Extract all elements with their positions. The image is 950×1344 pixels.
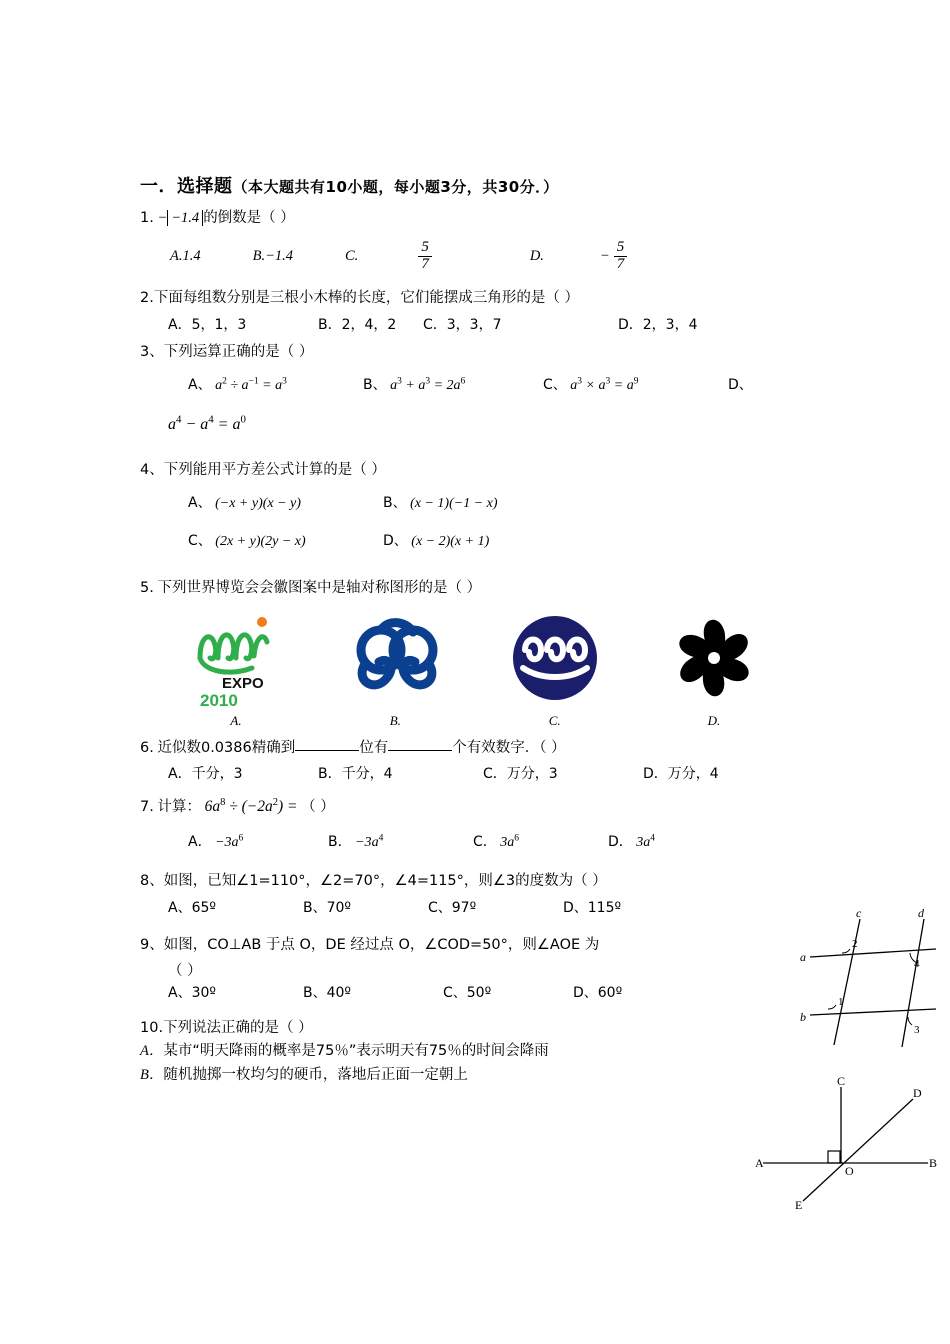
logo-option-c — [489, 606, 621, 729]
question-1-option-d: D. — [529, 247, 544, 264]
question-4-options-row2 — [140, 530, 820, 550]
question-8-option-c: C、97º — [428, 899, 477, 916]
label-A: A — [755, 1156, 764, 1170]
question-6-blank-2 — [388, 737, 452, 752]
question-1-stem-suffix: 的倒数是（ ） — [203, 210, 295, 226]
question-1-option-a: A.1.4 — [170, 247, 201, 264]
fraction-c-denominator: 7 — [421, 255, 429, 272]
question-4-option-c-expr: (2x + y)(2y − x) — [215, 533, 306, 549]
question-7-stem: 计算： — [157, 799, 201, 816]
question-8-number: 8、 — [140, 873, 164, 889]
label-b: b — [800, 1010, 806, 1024]
question-10-option-b — [140, 1065, 820, 1087]
question-7-expr: $6a^8 \div (-2a^2)$ = — [204, 797, 298, 816]
question-8 — [140, 871, 820, 893]
question-7-expr-tail: （ ） — [301, 799, 335, 816]
question-4-option-a-expr: (−x + y)(x − y) — [215, 495, 301, 511]
question-7-number: 7. — [140, 799, 154, 816]
question-3-option-a-expr: $a^2 \div a^{-1} = a^3$ — [215, 376, 287, 393]
question-7 — [140, 795, 820, 819]
question-5-stem: 下列世界博览会会徽图案中是轴对称图形的是（ ） — [157, 579, 482, 596]
question-4-number: 4、 — [140, 462, 164, 479]
question-3-option-b-expr: $a^3 + a^3 = 2a^6$ — [390, 376, 466, 393]
question-7-option-c-expr: $3a^6$ — [500, 833, 520, 850]
question-6-stem-part1: 近似数0.0386精确到 — [157, 739, 296, 756]
expo-2010-shanghai-logo — [170, 606, 302, 711]
question-10-number: 10. — [140, 1019, 164, 1036]
fraction-d-numerator: 5 — [614, 240, 628, 257]
angle-arc-1 — [828, 1005, 836, 1009]
question-7-option-b-label: B． — [328, 834, 352, 850]
question-7-option-c-label: C． — [473, 834, 497, 850]
logo-option-a-label: A. — [230, 712, 242, 728]
question-7-options — [140, 831, 820, 851]
question-10-option-a-label: A． — [140, 1043, 164, 1060]
question-4-option-b-label: B、 — [383, 494, 407, 511]
question-9-option-b: B、40º — [303, 984, 352, 1001]
question-4-option-b-expr: (x − 1)(−1 − x) — [410, 495, 498, 511]
section-heading — [140, 172, 820, 198]
question-3-option-c-label: C、 — [543, 376, 567, 393]
question-9-option-d: D、60º — [573, 984, 623, 1001]
question-4-option-c-label: C、 — [188, 532, 212, 549]
question-1 — [140, 208, 820, 230]
question-2 — [140, 288, 820, 310]
right-angle-mark — [828, 1151, 840, 1163]
label-E: E — [795, 1198, 803, 1210]
question-2-number: 2. — [140, 290, 154, 307]
question-2-option-d: D．2，3，4 — [618, 317, 698, 333]
question-1-option-b: B.−1.4 — [252, 247, 294, 264]
logo-option-d-label: D. — [707, 712, 721, 728]
question-7-option-a-expr: $-3a^6$ — [215, 833, 244, 850]
section-heading-prefix: 一．选择题 — [140, 176, 233, 197]
question-2-option-a: A．5，1，3 — [168, 317, 247, 333]
question-1-option-c: C. — [345, 247, 359, 264]
question-9-option-c: C、50º — [443, 984, 492, 1001]
perpendicular-lines-figure — [753, 1075, 938, 1210]
label-a: a — [800, 950, 806, 964]
section-heading-detail: （本大题共有10小题，每小题3分，共30分．） — [232, 178, 559, 196]
label-c: c — [856, 906, 862, 920]
expo-year: 2010 — [200, 690, 238, 710]
angle-arc-2 — [842, 949, 850, 953]
question-9-number: 9、 — [140, 936, 164, 953]
question-1-fraction-d-sign: − — [599, 247, 610, 264]
question-6-option-c: C．万分，3 — [483, 766, 558, 783]
label-O: O — [845, 1164, 854, 1178]
question-2-stem: 下面每组数分别是三根小木棒的长度，它们能摆成三角形的是（ ） — [153, 290, 579, 307]
question-8-option-d: D、115º — [563, 899, 622, 916]
question-10 — [140, 1018, 820, 1040]
question-7-option-b-expr: $-3a^4$ — [355, 833, 384, 850]
question-3-option-d-expr: $a^4 - a^4 = a^0$ — [168, 413, 246, 434]
question-9-option-a: A、30º — [168, 984, 216, 1001]
label-d: d — [918, 906, 924, 920]
question-6-option-d: D．万分，4 — [643, 766, 719, 783]
question-3-option-b-label: B、 — [363, 376, 387, 393]
question-3-number: 3、 — [140, 344, 164, 360]
question-3-options — [140, 374, 820, 394]
question-10-option-a — [140, 1041, 820, 1063]
logo-option-b-label: B. — [389, 712, 401, 728]
question-2-option-c: C．3，3，7 — [423, 317, 502, 333]
question-10-option-a-text: 某市“明天降雨的概率是75％”表示明天有75％的时间会降雨 — [163, 1043, 549, 1060]
question-7-option-d-expr: $3a^4$ — [636, 833, 656, 850]
exam-content — [140, 172, 820, 1087]
question-5-number: 5. — [140, 579, 154, 596]
label-B: B — [929, 1156, 938, 1170]
question-4-stem: 下列能用平方差公式计算的是（ ） — [163, 462, 386, 479]
question-8-option-b: B、70º — [303, 899, 352, 916]
label-C: C — [837, 1075, 846, 1088]
question-1-fraction-c — [418, 240, 484, 273]
question-1-stem-prefix: − — [157, 210, 168, 226]
question-1-number: 1. — [140, 210, 154, 226]
question-1-options — [140, 240, 820, 273]
question-9-options — [140, 982, 820, 1002]
logo-option-a — [170, 606, 302, 729]
question-7-option-a-label: A． — [188, 834, 212, 850]
logo-option-b — [329, 606, 461, 729]
question-6-option-b: B．千分，4 — [318, 766, 393, 783]
angle-3: 3 — [914, 1024, 920, 1036]
parallel-lines-figure — [798, 905, 938, 1050]
angle-arc-3 — [908, 1017, 912, 1025]
question-5-logo-row — [140, 606, 820, 729]
question-4-option-a-label: A、 — [188, 494, 212, 511]
question-9 — [140, 935, 820, 957]
question-8-options — [140, 897, 820, 917]
question-4-option-d-label: D、 — [383, 532, 408, 549]
question-10-option-b-label: B． — [140, 1067, 164, 1083]
question-3-stem: 下列运算正确的是（ ） — [163, 344, 314, 360]
question-3 — [140, 342, 820, 364]
angle-1: 1 — [838, 996, 844, 1008]
question-3-option-d-label: D、 — [728, 376, 753, 393]
fraction-c-numerator: 5 — [418, 240, 432, 257]
question-2-option-b: B．2，4，2 — [318, 317, 397, 333]
question-6-options — [140, 763, 820, 783]
question-6-stem-part2: 位有 — [359, 739, 389, 756]
expo-wordmark: EXPO — [222, 674, 264, 692]
question-10-stem: 下列说法正确的是（ ） — [163, 1019, 313, 1036]
question-6-blank-1 — [295, 737, 359, 752]
question-4-options-row1 — [140, 492, 820, 512]
angle-2: 2 — [852, 938, 858, 950]
question-1-abs: −1.4 — [167, 210, 203, 226]
logo-option-d — [648, 606, 780, 729]
question-4-option-d-expr: (x − 2)(x + 1) — [411, 533, 490, 549]
question-9-stem-cont: （ ） — [168, 962, 202, 979]
question-6-number: 6. — [140, 739, 154, 756]
question-1-fraction-d — [614, 240, 680, 273]
question-8-stem: 如图，已知∠1=110°，∠2=70°，∠4=115°，则∠3的度数为（ ） — [163, 873, 607, 889]
question-3-option-a-label: A、 — [188, 376, 212, 393]
fraction-d-denominator: 7 — [616, 255, 625, 272]
question-6-option-a: A．千分，3 — [168, 766, 243, 783]
question-3-option-c-expr: $a^3 \times a^3 = a^9$ — [570, 376, 639, 393]
question-9-stem: 如图，CO⊥AB 于点 O，DE 经过点 O，∠COD=50°，则∠AOE 为 — [163, 936, 600, 953]
question-5 — [140, 578, 820, 600]
question-2-options — [140, 314, 820, 334]
question-4 — [140, 460, 820, 482]
expo-pinwheel-logo — [648, 606, 780, 711]
label-D: D — [913, 1086, 922, 1100]
question-6-stem-part3: 个有效数字．（ ） — [452, 739, 566, 756]
question-7-option-d-label: D． — [608, 834, 633, 850]
angle-4: 4 — [914, 958, 920, 970]
expo-knot-logo — [329, 606, 461, 711]
logo-option-c-label: C. — [548, 712, 561, 728]
question-8-option-a: A、65º — [168, 899, 216, 916]
question-10-option-b-text: 随机抛掷一枚均匀的硬币，落地后正面一定朝上 — [163, 1067, 468, 1083]
expo-waves-logo — [489, 606, 621, 711]
question-6 — [140, 737, 820, 760]
